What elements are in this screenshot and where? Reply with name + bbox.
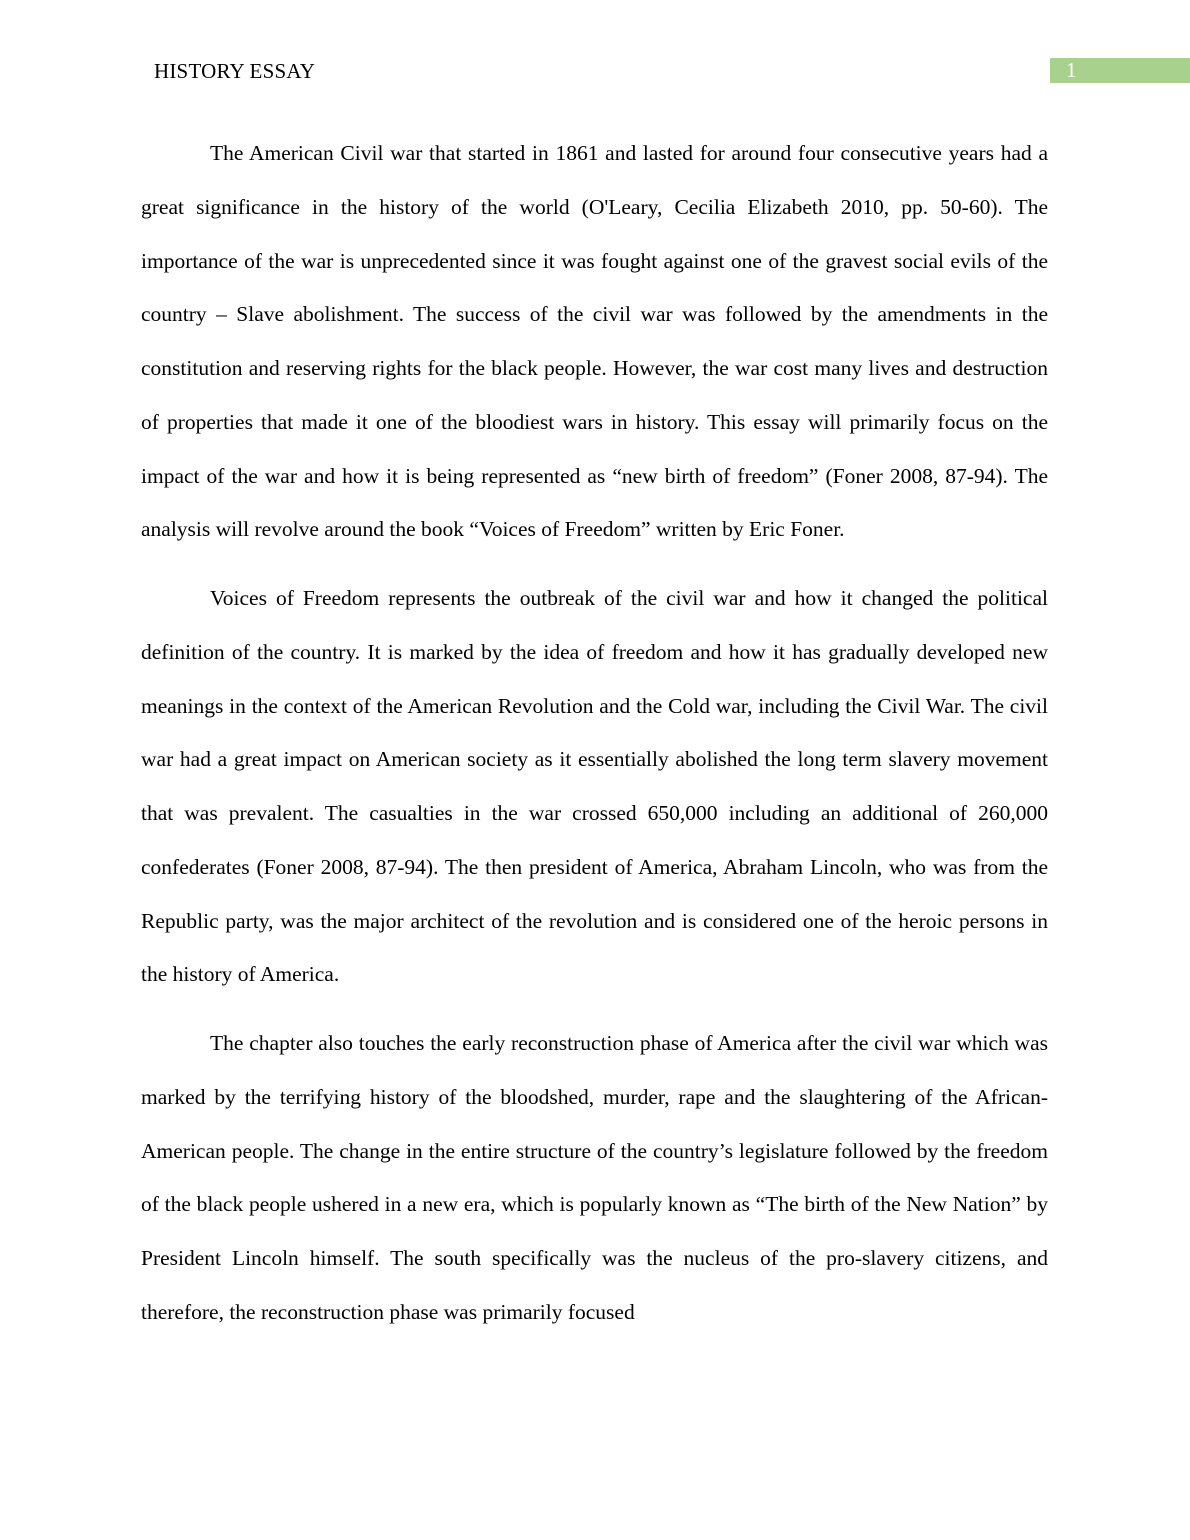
header-title: HISTORY ESSAY <box>154 59 316 83</box>
paragraph-2: Voices of Freedom represents the outbreak of the civil war and how it changed the political definition of the country. It is marked by the idea of freedom and how it has gradually developed new meanings in the context of the American Revolution and the Cold war, including the Civil War. The civil war had a great impact on American society as it essentially abolished the long term slavery movement that was prevalent. The casualties in the war crossed 650,000 including an additional of 260,000 confederates (Foner 2008, 87-94). The then president of America, Abraham Lincoln, who was from the Republic party, was the major architect of the revolution and is considered one of the heroic persons in the history of America. <box>141 586 1048 987</box>
essay-body <box>141 127 1048 1355</box>
page-number: 1 <box>1066 58 1077 82</box>
paragraph-3: The chapter also touches the early reconstruction phase of America after the civil war which was marked by the terrifying history of the bloodshed, murder, rape and the slaughtering of the African-American people. The change in the entire structure of the country’s legislature followed by the freedom of the black people ushered in a new era, which is popularly known as “The birth of the New Nation” by President Lincoln himself. The south specifically was the nucleus of the pro-slavery citizens, and therefore, the reconstruction phase was primarily focused <box>141 1031 1048 1324</box>
page-number-bar <box>1050 58 1190 83</box>
paragraph-1: The American Civil war that started in 1861 and lasted for around four consecutive years had a great significance in the history of the world (O'Leary, Cecilia Elizabeth 2010, pp. 50-60). The importance of the war is unprecedented since it was fought against one of the gravest social evils of the country – Slave abolishment. The success of the civil war was followed by the amendments in the constitution and reserving rights for the black people. However, the war cost many lives and destruction of properties that made it one of the bloodiest wars in history. This essay will primarily focus on the impact of the war and how it is being represented as “new birth of freedom” (Foner 2008, 87-94). The analysis will revolve around the book “Voices of Freedom” written by Eric Foner. <box>141 141 1048 542</box>
